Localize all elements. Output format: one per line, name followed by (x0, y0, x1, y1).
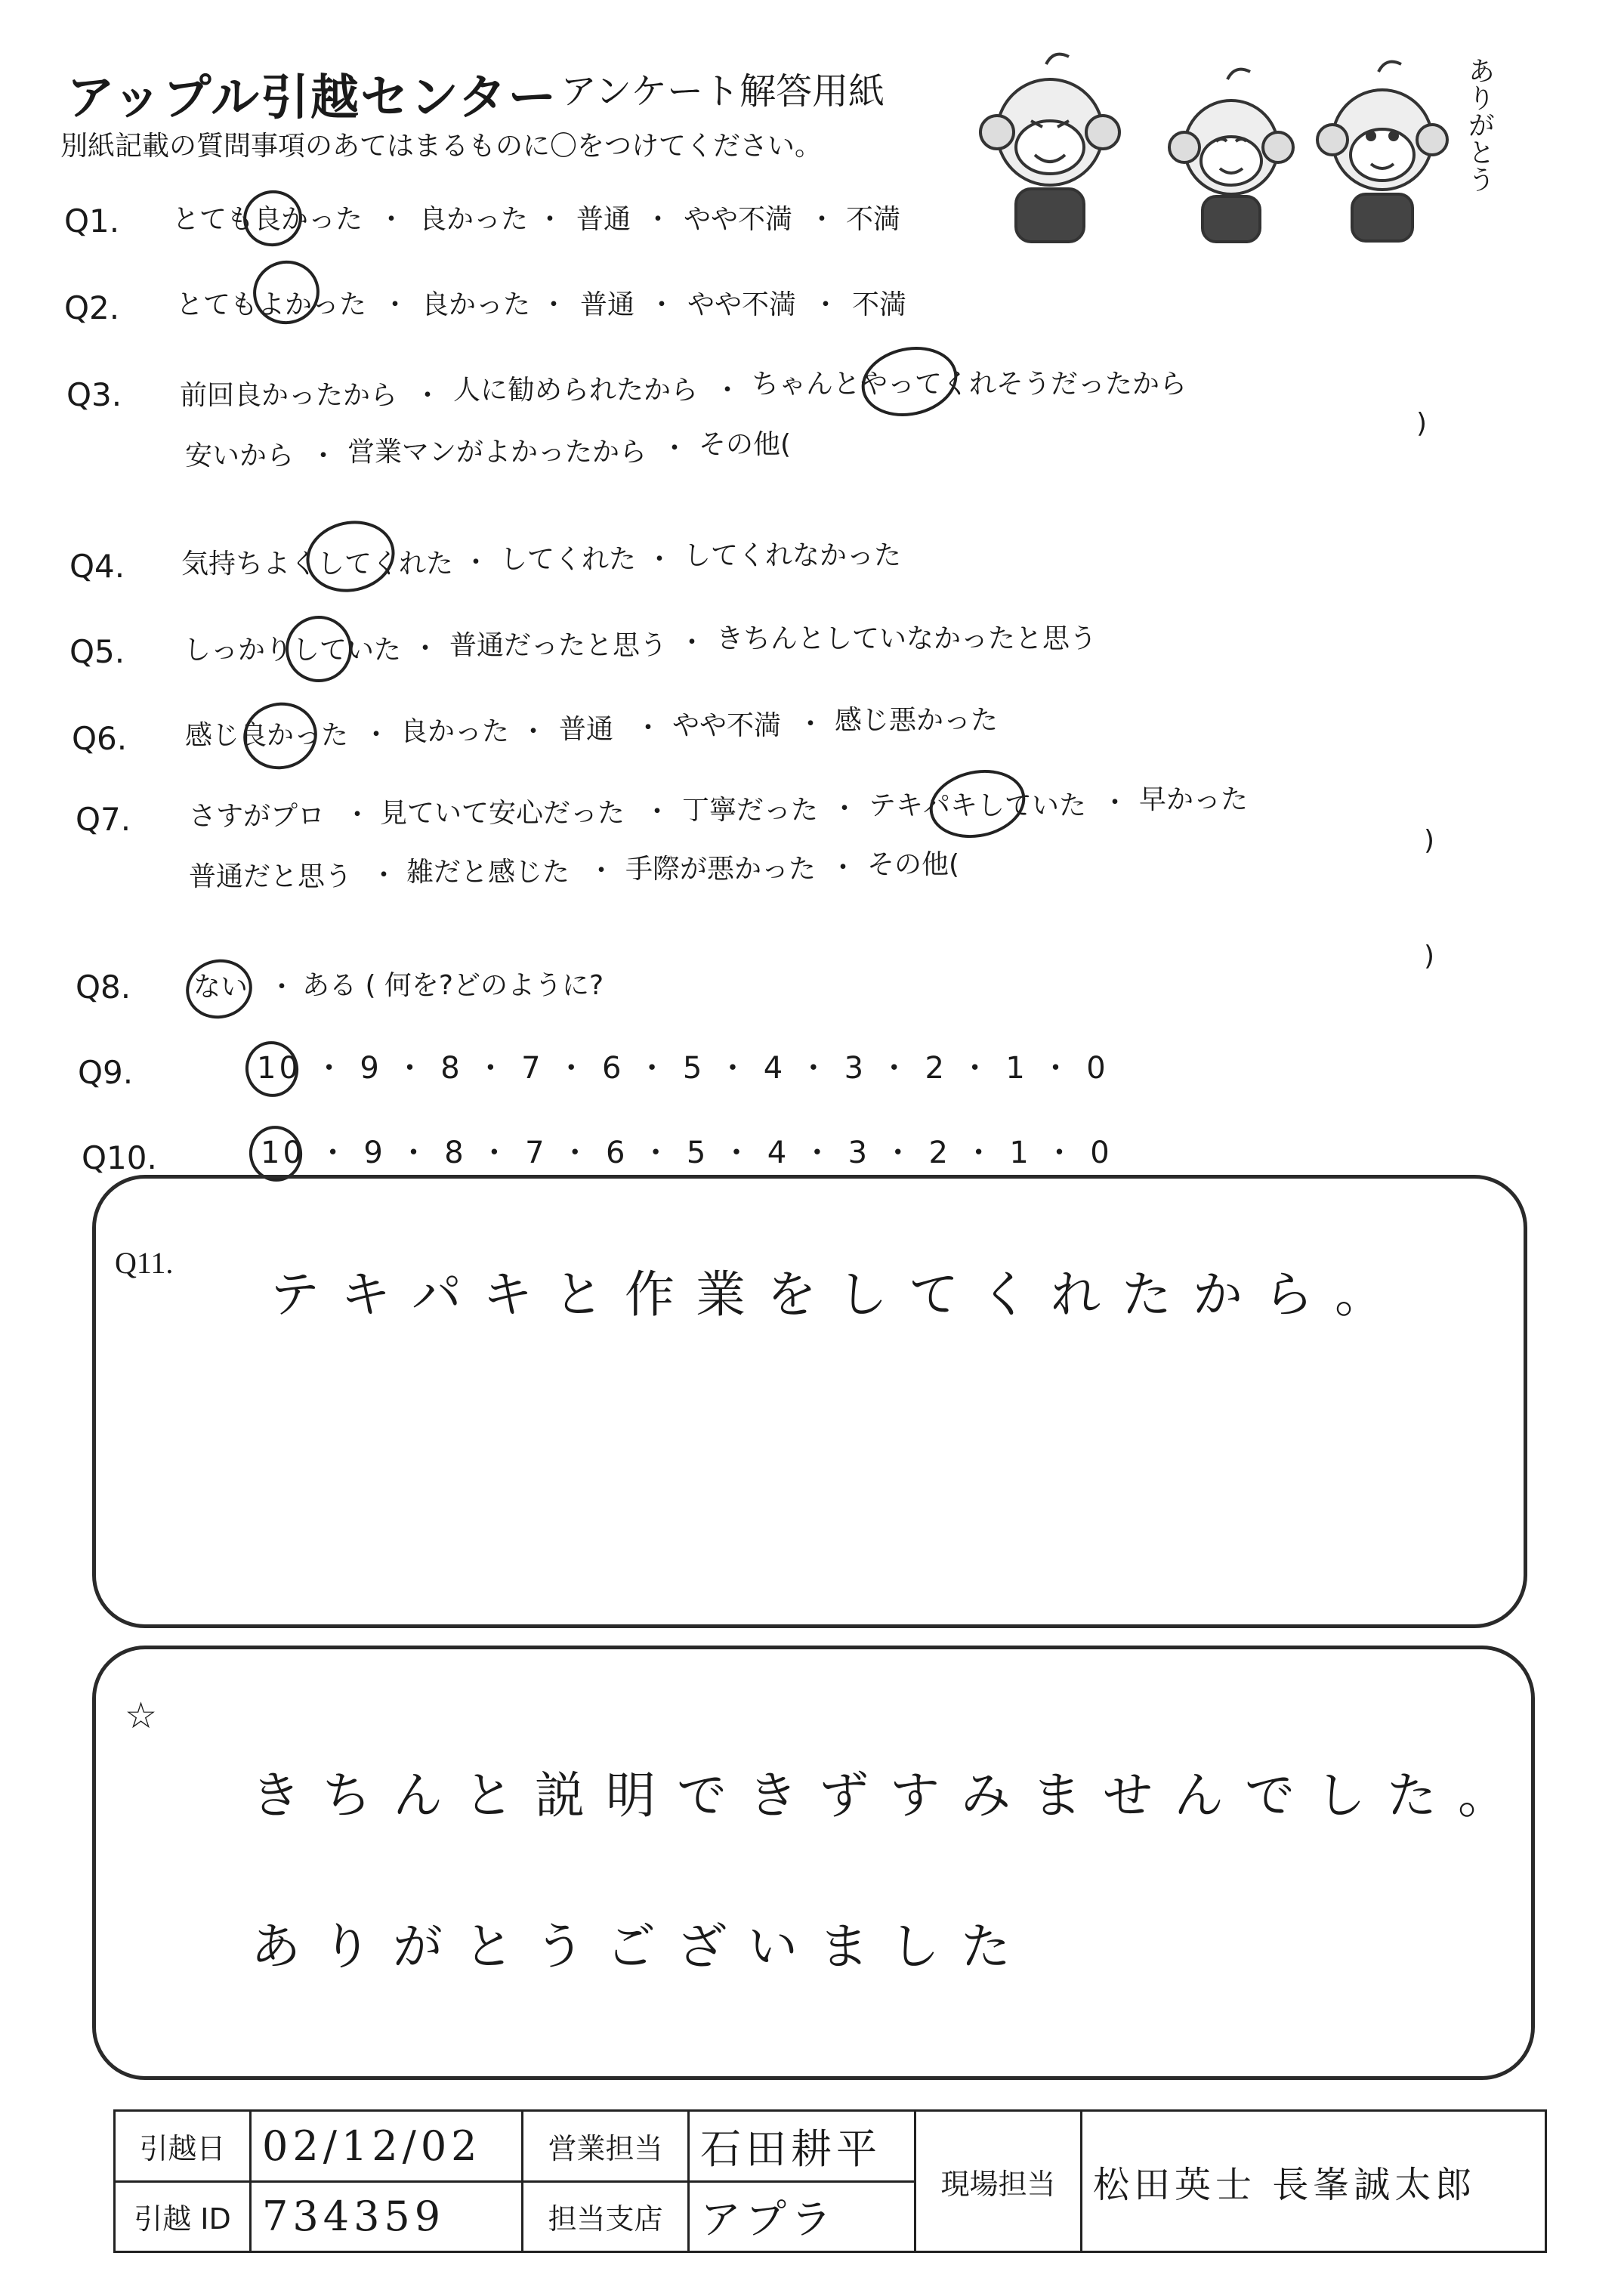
q3-option-other: その他( (699, 429, 792, 460)
separator: ・ (808, 204, 836, 235)
move-date-value: 02/12/02 (251, 2111, 523, 2182)
q7-option-5: 早かった (1139, 784, 1249, 815)
separator: ・ (378, 204, 406, 235)
answer-circle-mark (855, 338, 964, 425)
move-date-label: 引越日 (115, 2111, 251, 2182)
separator: ・ (588, 855, 616, 886)
q5-option-2: 普通だったと思う (449, 630, 668, 661)
q3-option-4: 安いから (185, 440, 295, 471)
branch-value: アプラ (689, 2181, 915, 2252)
q9-scale: 10 ・ 9 ・ 8 ・ 7 ・ 6 ・ 5 ・ 4 ・ 3 ・ 2 ・ 1 ・ 0 (257, 1051, 1109, 1086)
q6-option-3: 普通 (559, 714, 614, 745)
q5-label: Q5. (69, 633, 125, 670)
q1-option-4: やや不満 (684, 204, 793, 235)
q10-label: Q10. (82, 1139, 157, 1176)
separator: ・ (829, 852, 857, 883)
q1-option-2: 良かった (419, 204, 529, 235)
form-title: アップル引越センター (66, 70, 558, 126)
separator: ・ (310, 440, 338, 471)
q1-option-1: とても良かった (172, 204, 363, 235)
q7-option-4: テキパキしていた (869, 790, 1087, 821)
q3-option-3: ちゃんとやってくれそうだったから (752, 369, 1187, 400)
q3-option-1: 前回良かったから (180, 380, 398, 411)
branch-label: 担当支店 (523, 2181, 689, 2252)
answer-circle-mark (238, 185, 307, 252)
answer-circle-mark (300, 513, 402, 601)
site-staff-label: 現場担当 (915, 2111, 1082, 2252)
q4-option-3: してくれなかった (684, 540, 902, 571)
separator: ・ (797, 709, 825, 740)
form-subtitle: アンケート解答用紙 (560, 70, 885, 113)
q6-label: Q6. (72, 720, 128, 757)
separator: ・ (412, 633, 440, 664)
separator: ・ (268, 972, 296, 1003)
q2-option-3: 普通 (580, 289, 635, 320)
q11-handwritten-answer: テキパキと作業をしてくれたから。 (270, 1265, 1406, 1324)
sales-rep-value: 石田耕平 (689, 2111, 915, 2182)
q3-option-2: 人に勧められたから (453, 375, 699, 406)
q7-option-1: さすがプロ (189, 801, 326, 832)
q1-option-3: 普通 (576, 204, 631, 235)
separator: ・ (414, 380, 442, 411)
separator: ・ (363, 719, 391, 750)
separator: ・ (648, 289, 676, 320)
q7-option-2: 見ていて安心だった (380, 798, 625, 829)
q4-label: Q4. (69, 548, 125, 585)
q3-label: Q3. (66, 376, 122, 413)
q11-answer-box (92, 1175, 1527, 1628)
answer-circle-mark (279, 610, 358, 688)
separator: ・ (831, 793, 859, 824)
separator: ・ (646, 544, 674, 575)
separator: ・ (536, 204, 564, 235)
move-id-label: 引越 ID (115, 2181, 251, 2252)
comment-line-2: ありがとうございました (251, 1918, 1032, 1976)
monkey-mascots-icon (959, 42, 1533, 246)
site-staff-value: 松田英士 長峯誠太郎 (1082, 2111, 1546, 2252)
answer-circle-mark (237, 696, 323, 776)
q10-scale: 10 ・ 9 ・ 8 ・ 7 ・ 6 ・ 5 ・ 4 ・ 3 ・ 2 ・ 1 ・ 0 (261, 1136, 1113, 1170)
separator: ・ (344, 799, 372, 830)
q3-option-5: 営業マンがよかったから (347, 437, 647, 468)
q2-label: Q2. (64, 289, 120, 326)
q6-option-5: 感じ悪かった (835, 705, 999, 736)
q2-option-5: 不満 (852, 289, 907, 320)
q6-option-2: 良かった (400, 716, 510, 747)
comment-box (92, 1646, 1535, 2080)
q8-option-2: ある ( 何を?どのように? (302, 970, 604, 1001)
q1-label: Q1. (64, 202, 120, 239)
q4-option-2: してくれた (500, 544, 637, 575)
separator: ・ (520, 716, 548, 747)
q8-option-1: ない (193, 972, 249, 1003)
q2-option-2: 良かった (421, 289, 531, 320)
separator: ・ (462, 547, 490, 578)
move-id-value: 734359 (251, 2181, 523, 2252)
answer-circle-mark (181, 953, 258, 1025)
q7-option-other: その他( (867, 849, 960, 880)
answer-circle-mark (923, 762, 1031, 847)
separator: ・ (1101, 787, 1129, 818)
separator: ・ (644, 796, 672, 827)
q11-label: Q11. (115, 1246, 174, 1280)
separator: ・ (634, 712, 662, 743)
separator: ・ (678, 627, 706, 658)
separator: ・ (370, 860, 398, 891)
q7-option-7: 雑だと感じた (406, 857, 570, 888)
q2-option-4: やや不満 (687, 289, 797, 320)
footer-info-table (113, 2109, 1547, 2253)
separator: ・ (644, 204, 672, 235)
q7-label: Q7. (76, 801, 131, 838)
comment-line-1: きちんと説明できずすみませんでした。 (251, 1766, 1529, 1825)
q7-option-8: 手際が悪かった (625, 854, 817, 885)
separator: ・ (381, 289, 409, 320)
q1-option-5: 不満 (846, 204, 901, 235)
q2-option-1: とてもよかった (176, 289, 367, 320)
q4-option-1: 気持ちよくしてくれた (181, 549, 454, 579)
q3-close-paren: ) (1416, 408, 1428, 439)
separator: ・ (661, 433, 689, 464)
q5-option-3: きちんとしていなかったと思う (716, 623, 1098, 654)
star-icon: ☆ (125, 1696, 158, 1736)
separator: ・ (812, 289, 840, 320)
q7-option-6: 普通だと思う (189, 861, 353, 892)
separator: ・ (540, 289, 568, 320)
separator: ・ (714, 375, 742, 406)
q8-label: Q8. (76, 969, 131, 1006)
instruction-text: 別紙記載の質問事項のあてはまるものに〇をつけてください。 (60, 131, 823, 162)
q7-close-paren: ) (1424, 825, 1435, 856)
q7-option-3: 丁寧だった (682, 795, 819, 826)
q6-option-1: 感じ良かった (185, 720, 349, 751)
q8-close-paren: ) (1424, 941, 1435, 972)
q5-option-1: しっかりしていた (184, 635, 402, 666)
q6-option-4: やや不満 (672, 710, 782, 741)
q9-label: Q9. (78, 1054, 134, 1091)
mascot-illustration (959, 42, 1533, 246)
mascot-caption: ありがとう (1464, 57, 1495, 193)
sales-rep-label: 営業担当 (523, 2111, 689, 2182)
